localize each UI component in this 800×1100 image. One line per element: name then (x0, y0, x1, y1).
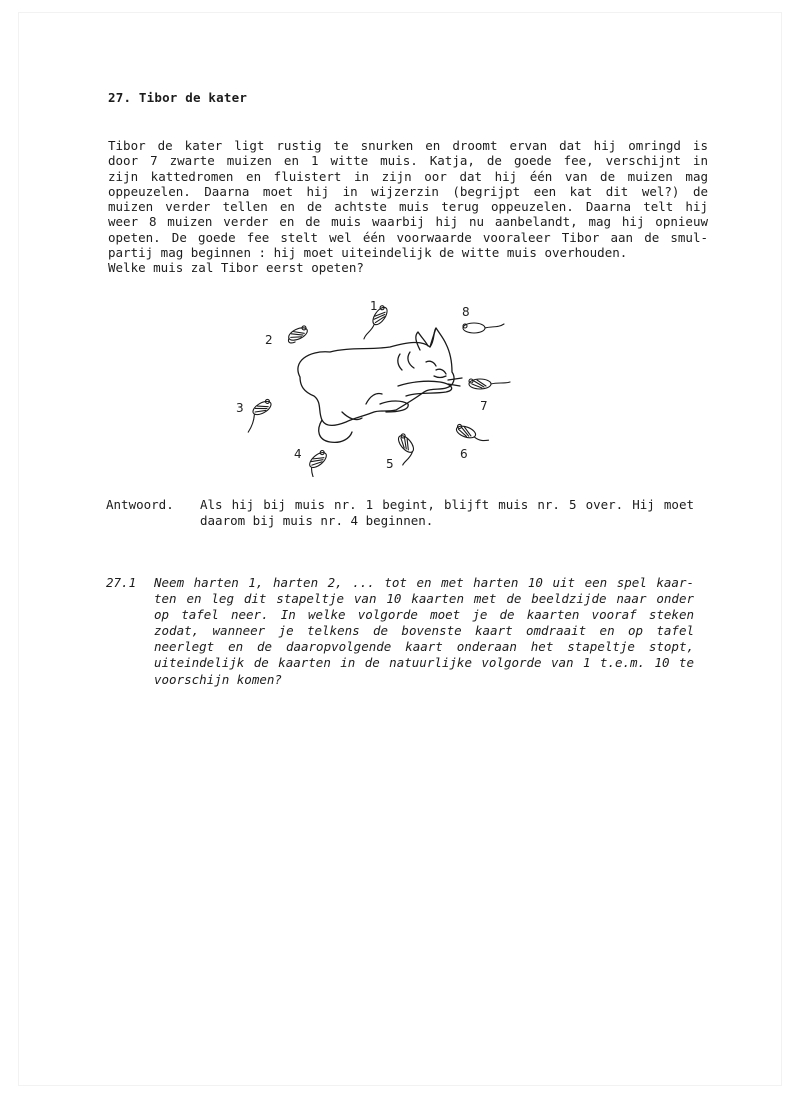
cat-body (298, 328, 454, 426)
mouse-7-icon (469, 379, 510, 389)
cat-and-mice-illustration (230, 292, 530, 477)
problem-line: Welke muis zal Tibor eerst opeten? (108, 260, 364, 276)
mouse-label-8: 8 (462, 305, 470, 319)
exercise-line: op tafel neer. In welke volgorde moet je de kaarten vooraf steken (154, 607, 694, 623)
answer-label: Antwoord. (106, 497, 174, 512)
exercise-line: uiteindelijk de kaarten in de natuurlijke volgorde van 1 t.e.m. 10 te (154, 655, 694, 671)
exercise-line: voorschijn komen? (154, 671, 282, 687)
answer-line: Als hij bij muis nr. 1 begint, blijft muis nr. 5 over. Hij moet (200, 497, 694, 512)
cat-ear (416, 332, 428, 350)
exercise-text (154, 575, 694, 688)
exercise-line: ten en leg dit stapeltje van 10 kaarten met de beeldzijde naar onder (154, 591, 694, 607)
exercise-line: neerlegt en de daaropvolgende kaart onderaan het stapeltje stopt, (154, 639, 694, 655)
mouse-label-1: 1 (370, 299, 378, 313)
mouse-label-5: 5 (386, 457, 394, 471)
problem-line: door 7 zwarte muizen en 1 witte muis. Katja, de goede fee, verschijnt in (108, 153, 708, 169)
problem-line: opeten. De goede fee stelt wel één voorwaarde vooraleer Tibor aan de smul- (108, 229, 708, 245)
problem-line: weer 8 muizen verder en de muis waarbij hij nu aanbelandt, mag hij opnieuw (108, 214, 708, 230)
problem-line: oppeuzelen. Daarna moet hij in wijzerzin (begrijpt een kat dit wel?) de (108, 183, 708, 199)
mouse-label-7: 7 (480, 399, 488, 413)
mouse-label-4: 4 (294, 447, 302, 461)
exercise-number: 27.1 (106, 575, 137, 590)
answer-text (200, 497, 694, 529)
mouse-2-icon (285, 325, 309, 344)
exercise-line: zodat, wanneer je telkens de bovenste kaart omdraait en op tafel (154, 623, 694, 639)
exercise-line: Neem harten 1, harten 2, ... tot en met harten 10 uit een spel kaar- (154, 575, 694, 590)
mouse-4-icon (303, 450, 334, 477)
page-title: 27. Tibor de kater (108, 90, 248, 105)
mouse-6-icon (455, 424, 490, 445)
mouse-label-2: 2 (265, 333, 273, 347)
answer-line: daarom bij muis nr. 4 beginnen. (200, 513, 434, 528)
problem-line: partij mag beginnen : hij moet uiteindelijk de witte muis overhouden. (108, 245, 628, 261)
illustration-svg (230, 292, 530, 477)
mouse-label-3: 3 (236, 401, 244, 415)
problem-line: zijn kattedromen en fluistert in zijn oor dat hij één van de muizen mag (108, 168, 708, 184)
mouse-8-white-icon (463, 323, 504, 333)
mouse-3-icon (239, 399, 278, 432)
problem-text (108, 138, 708, 276)
problem-line: muizen verder tellen en de achtste muis terug oppeuzelen. Daarna telt hij (108, 199, 708, 215)
mouse-label-6: 6 (460, 447, 468, 461)
problem-line: Tibor de kater ligt rustig te snurken en droomt ervan dat hij omringd is (108, 138, 708, 153)
